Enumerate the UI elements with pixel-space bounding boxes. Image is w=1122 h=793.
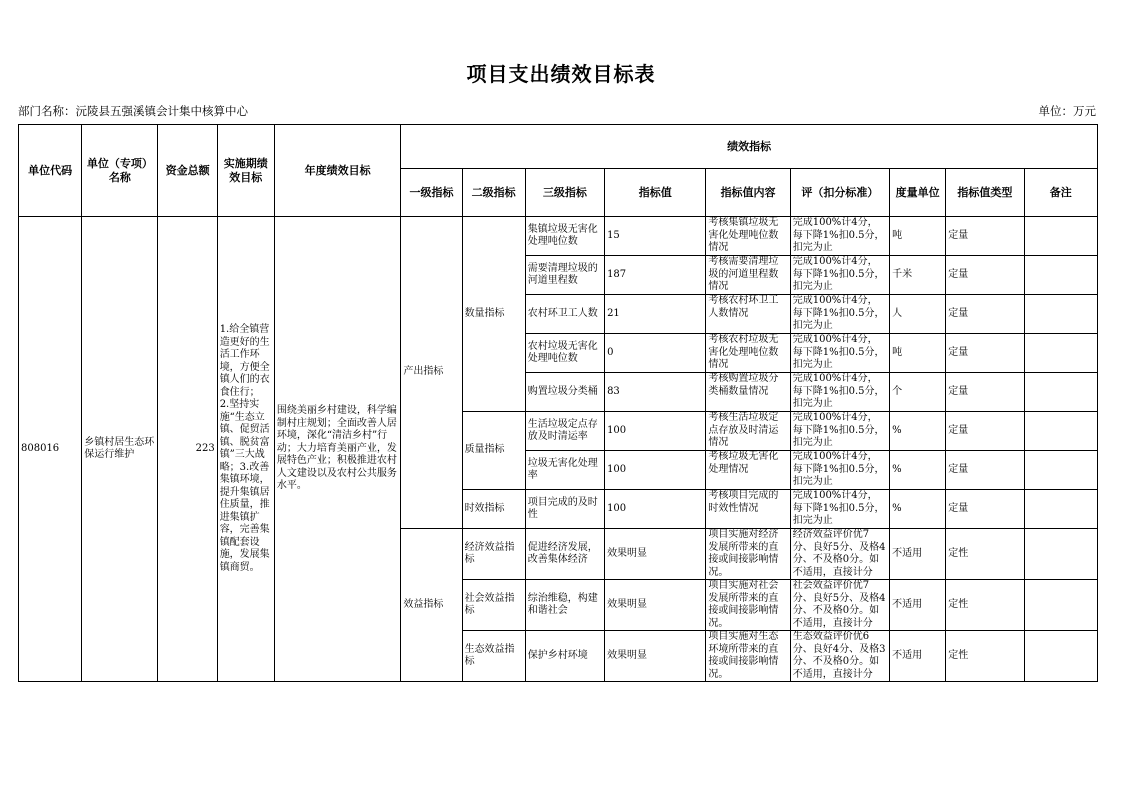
scoring-text: 生态效益评价优6分、良好4分、及格3分、不及格0分。如不适用，直接计分 <box>792 631 886 680</box>
scoring-text: 经济效益评价优7分、良好5分、及格4分、不及格0分。如不适用，直接计分 <box>792 529 886 578</box>
value-content-cell <box>706 373 790 412</box>
unit-cell: 不适用 <box>890 580 946 631</box>
unit-cell: % <box>890 490 946 529</box>
value-content-cell <box>706 451 790 490</box>
scoring-text: 社会效益评价优7分、良好5分、及格4分、不及格0分。如不适用，直接计分 <box>792 580 886 629</box>
scoring-text: 完成100%计4分，每下降1%扣0.5分，扣完为止 <box>792 334 885 370</box>
value-content-text: 项目实施对经济发展所带来的直接或间接影响情况。 <box>708 529 779 578</box>
header-unit-code: 单位代码 <box>19 125 82 217</box>
period-goal-cell: 1.给全镇营造更好的生活工作环境，方便全镇人们的衣食住行； 2.坚持实施“生态立镇、促贸活镇、脱贫富镇”三大战略；3.改善集镇环境，提升集镇居住质量，推进集镇扩容，完善集镇配套设施，发展集镇商贸。 <box>217 217 274 682</box>
type-cell: 定量 <box>946 490 1024 529</box>
value-cell: 21 <box>605 295 706 334</box>
value-content-text: 项目实施对社会发展所带来的直接或间接影响情况。 <box>708 580 779 629</box>
value-cell: 100 <box>605 412 706 451</box>
remark-cell <box>1024 412 1097 451</box>
value-content-text: 考核垃圾无害化处理情况 <box>708 451 779 475</box>
type-cell: 定量 <box>946 373 1024 412</box>
level2-quality: 质量指标 <box>462 412 525 490</box>
level3-cell: 生活垃圾定点存放及时清运率 <box>525 412 604 451</box>
value-content-cell <box>706 295 790 334</box>
value-content-text: 考核农村垃圾无害化处理吨位数情况 <box>708 334 779 370</box>
value-cell: 0 <box>605 334 706 373</box>
type-cell: 定量 <box>946 412 1024 451</box>
remark-cell <box>1024 490 1097 529</box>
performance-table <box>18 124 1098 682</box>
scoring-text: 完成100%计4分，每下降1%扣0.5分，扣完为止 <box>792 490 885 526</box>
value-content-cell <box>706 529 790 580</box>
type-cell: 定性 <box>946 580 1024 631</box>
value-cell: 100 <box>605 451 706 490</box>
level2-social: 社会效益指标 <box>462 580 525 631</box>
remark-cell <box>1024 451 1097 490</box>
scoring-cell <box>790 451 889 490</box>
type-cell: 定量 <box>946 334 1024 373</box>
scoring-cell <box>790 295 889 334</box>
value-content-text: 项目实施对生态环境所带来的直接或间接影响情况。 <box>708 631 779 680</box>
value-content-text: 考核购置垃圾分类桶数量情况 <box>708 373 779 397</box>
level3-cell: 保护乡村环境 <box>525 631 604 682</box>
value-content-cell <box>706 631 790 682</box>
level3-cell: 垃圾无害化处理率 <box>525 451 604 490</box>
unit-cell: % <box>890 451 946 490</box>
scoring-cell <box>790 373 889 412</box>
type-cell: 定量 <box>946 451 1024 490</box>
scoring-cell <box>790 631 889 682</box>
value-content-cell <box>706 256 790 295</box>
value-content-cell <box>706 490 790 529</box>
header-value: 指标值 <box>605 169 706 217</box>
level3-cell: 农村环卫工人数 <box>525 295 604 334</box>
level3-cell: 集镇垃圾无害化处理吨位数 <box>525 217 604 256</box>
remark-cell <box>1024 373 1097 412</box>
value-content-cell <box>706 412 790 451</box>
unit-name-cell: 乡镇村居生态环保运行维护 <box>82 217 158 682</box>
scoring-text: 完成100%计4分，每下降1%扣0.5分，扣完为止 <box>792 256 885 292</box>
unit-cell: 不适用 <box>890 631 946 682</box>
level1-benefit: 效益指标 <box>401 529 462 682</box>
unit-cell: 吨 <box>890 334 946 373</box>
scoring-text: 完成100%计4分，每下降1%扣0.5分，扣完为止 <box>792 451 885 487</box>
scoring-cell <box>790 256 889 295</box>
level3-cell: 农村垃圾无害化处理吨位数 <box>525 334 604 373</box>
unit-cell: 不适用 <box>890 529 946 580</box>
type-cell: 定性 <box>946 631 1024 682</box>
annual-goal-cell: 围绕美丽乡村建设，科学编制村庄规划；全面改善人居环境，深化“清洁乡村”行动；大力培育美丽产业，发展特色产业；积极推进农村人文建设以及农村公共服务水平。 <box>274 217 400 682</box>
remark-cell <box>1024 256 1097 295</box>
unit-code-cell: 808016 <box>19 217 82 682</box>
scoring-text: 完成100%计4分，每下降1%扣0.5分，扣完为止 <box>792 373 885 409</box>
remark-cell <box>1024 631 1097 682</box>
header-level3: 三级指标 <box>525 169 604 217</box>
level1-output: 产出指标 <box>401 217 462 529</box>
value-content-cell <box>706 334 790 373</box>
level3-cell: 购置垃圾分类桶 <box>525 373 604 412</box>
header-level2: 二级指标 <box>462 169 525 217</box>
value-content-text: 考核生活垃圾定点存放及时清运情况 <box>708 412 779 448</box>
value-content-text: 考核需要清理垃圾的河道里程数情况 <box>708 256 779 292</box>
value-content-text: 考核农村环卫工人数情况 <box>708 295 779 319</box>
scoring-cell <box>790 490 889 529</box>
header-value-type: 指标值类型 <box>946 169 1024 217</box>
level2-timeliness: 时效指标 <box>462 490 525 529</box>
page-title: 项目支出绩效目标表 <box>466 62 656 86</box>
value-content-text: 考核集镇垃圾无害化处理吨位数情况 <box>708 217 779 253</box>
type-cell: 定量 <box>946 295 1024 334</box>
scoring-text: 完成100%计4分，每下降1%扣0.5分，扣完为止 <box>792 295 885 331</box>
unit-cell: 吨 <box>890 217 946 256</box>
type-cell: 定量 <box>946 256 1024 295</box>
value-content-cell <box>706 580 790 631</box>
scoring-text: 完成100%计4分，每下降1%扣0.5分，扣完为止 <box>792 412 885 448</box>
header-annual-goal: 年度绩效目标 <box>274 125 400 217</box>
scoring-text: 完成100%计4分，每下降1%扣0.5分，扣完为止 <box>792 217 885 253</box>
header-period-goal: 实施期绩效目标 <box>217 125 274 217</box>
value-cell: 187 <box>605 256 706 295</box>
header-remark: 备注 <box>1024 169 1097 217</box>
header-performance-indicators: 绩效指标 <box>401 125 1098 169</box>
level3-cell: 项目完成的及时性 <box>525 490 604 529</box>
type-cell: 定量 <box>946 217 1024 256</box>
type-cell: 定性 <box>946 529 1024 580</box>
value-cell: 效果明显 <box>605 631 706 682</box>
scoring-cell <box>790 217 889 256</box>
unit-cell: 千米 <box>890 256 946 295</box>
level3-cell: 综治维稳，构建和谐社会 <box>525 580 604 631</box>
value-content-cell <box>706 217 790 256</box>
remark-cell <box>1024 580 1097 631</box>
unit-label: 单位：万元 <box>1038 104 1096 118</box>
header-value-content: 指标值内容 <box>706 169 790 217</box>
unit-cell: % <box>890 412 946 451</box>
scoring-cell <box>790 580 889 631</box>
header-level1: 一级指标 <box>401 169 462 217</box>
level2-economic: 经济效益指标 <box>462 529 525 580</box>
level2-ecological: 生态效益指标 <box>462 631 525 682</box>
level3-cell: 促进经济发展，改善集体经济 <box>525 529 604 580</box>
header-scoring: 评（扣分标准） <box>790 169 889 217</box>
value-cell: 效果明显 <box>605 580 706 631</box>
unit-cell: 个 <box>890 373 946 412</box>
scoring-cell <box>790 529 889 580</box>
scoring-cell <box>790 412 889 451</box>
department-name: 部门名称：沅陵县五强溪镇会计集中核算中心 <box>18 104 248 118</box>
header-measure-unit: 度量单位 <box>890 169 946 217</box>
header-total-funds: 资金总额 <box>158 125 217 217</box>
unit-cell: 人 <box>890 295 946 334</box>
total-funds-cell: 223 <box>158 217 217 682</box>
remark-cell <box>1024 334 1097 373</box>
value-cell: 100 <box>605 490 706 529</box>
level3-cell: 需要清理垃圾的河道里程数 <box>525 256 604 295</box>
remark-cell <box>1024 295 1097 334</box>
value-cell: 83 <box>605 373 706 412</box>
value-cell: 15 <box>605 217 706 256</box>
header-unit-name: 单位（专项）名称 <box>82 125 158 217</box>
scoring-cell <box>790 334 889 373</box>
value-cell: 效果明显 <box>605 529 706 580</box>
value-content-text: 考核项目完成的时效性情况 <box>708 490 779 514</box>
level2-quantity: 数量指标 <box>462 217 525 412</box>
remark-cell <box>1024 217 1097 256</box>
table-row <box>19 217 1098 256</box>
remark-cell <box>1024 529 1097 580</box>
